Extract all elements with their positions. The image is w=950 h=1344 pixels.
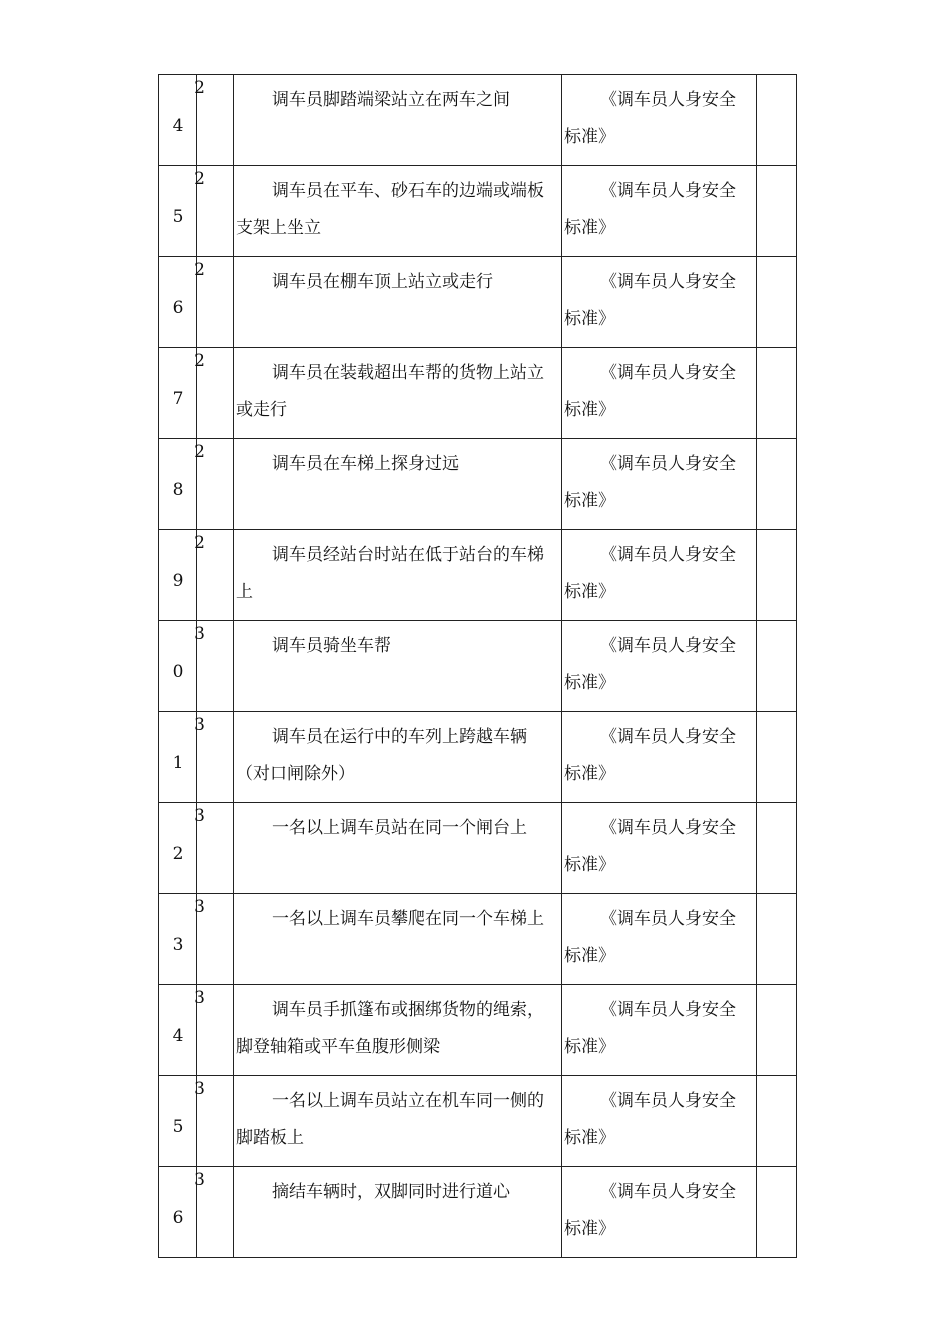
standard-reference-cell xyxy=(562,348,757,438)
violation-description-cell xyxy=(234,712,562,802)
violation-description: 一名以上调车员站立在机车同一侧的脚踏板上 xyxy=(236,1091,544,1148)
table-row xyxy=(159,75,797,166)
table-row xyxy=(159,621,797,712)
table-row xyxy=(159,348,797,439)
row-number-cell xyxy=(159,621,197,711)
table-row xyxy=(159,894,797,985)
row-number-top: 2 xyxy=(194,352,205,370)
empty-cell xyxy=(757,985,797,1075)
row-number-split-cell xyxy=(194,257,234,347)
violation-description: 调车员脚踏端梁站立在两车之间 xyxy=(272,90,510,110)
standard-reference: 《调车员人身安全标准》 xyxy=(564,818,736,875)
violation-description: 一名以上调车员站在同一个闸台上 xyxy=(272,818,527,838)
standard-reference: 《调车员人身安全标准》 xyxy=(564,636,736,693)
table-row xyxy=(159,439,797,530)
row-number-bottom: 4 xyxy=(172,116,184,136)
violation-description-cell xyxy=(234,348,562,438)
table-row xyxy=(159,985,797,1076)
row-number-split-cell xyxy=(194,985,234,1075)
row-number-top: 2 xyxy=(194,443,205,461)
row-number-top: 3 xyxy=(194,989,205,1007)
violation-description-cell xyxy=(234,803,562,893)
row-number-split-cell xyxy=(194,621,234,711)
violation-description: 调车员在平车、砂石车的边端或端板支架上坐立 xyxy=(236,181,544,238)
row-number-bottom: 0 xyxy=(172,662,184,682)
row-number-cell xyxy=(159,1076,197,1166)
table-row xyxy=(159,1167,797,1258)
empty-cell xyxy=(757,348,797,438)
empty-cell xyxy=(757,439,797,529)
empty-cell xyxy=(757,530,797,620)
standard-reference-cell xyxy=(562,894,757,984)
row-number-split-cell xyxy=(194,1167,234,1257)
row-number-bottom: 8 xyxy=(172,480,184,500)
violation-description-cell xyxy=(234,75,562,165)
violation-description-cell xyxy=(234,530,562,620)
row-number-cell xyxy=(159,894,197,984)
row-number-bottom: 1 xyxy=(172,753,184,773)
row-number-split-cell xyxy=(194,894,234,984)
table-row xyxy=(159,1076,797,1167)
row-number-bottom: 6 xyxy=(172,1208,184,1228)
row-number-top: 3 xyxy=(194,1080,205,1098)
standard-reference-cell xyxy=(562,75,757,165)
standard-reference: 《调车员人身安全标准》 xyxy=(564,727,736,784)
row-number-bottom: 6 xyxy=(172,298,184,318)
standard-reference-cell xyxy=(562,712,757,802)
violation-description: 一名以上调车员攀爬在同一个车梯上 xyxy=(272,909,544,929)
violation-description-cell xyxy=(234,1076,562,1166)
standard-reference-cell xyxy=(562,985,757,1075)
empty-cell xyxy=(757,1167,797,1257)
empty-cell xyxy=(757,166,797,256)
violation-description: 调车员在装载超出车帮的货物上站立或走行 xyxy=(236,363,544,420)
violation-description: 调车员手抓篷布或捆绑货物的绳索，脚登轴箱或平车鱼腹形侧梁 xyxy=(236,1000,544,1057)
violation-description: 调车员在车梯上探身过远 xyxy=(272,454,459,474)
row-number-cell xyxy=(159,75,197,165)
row-number-top: 3 xyxy=(194,898,205,916)
standard-reference: 《调车员人身安全标准》 xyxy=(564,90,736,147)
table-row xyxy=(159,166,797,257)
row-number-cell xyxy=(159,985,197,1075)
row-number-bottom: 5 xyxy=(172,1117,184,1137)
empty-cell xyxy=(757,803,797,893)
row-number-top: 3 xyxy=(194,716,205,734)
violation-description-cell xyxy=(234,985,562,1075)
row-number-top: 2 xyxy=(194,534,205,552)
table-row xyxy=(159,712,797,803)
standard-reference-cell xyxy=(562,1167,757,1257)
row-number-cell xyxy=(159,803,197,893)
violation-description-cell xyxy=(234,621,562,711)
standard-reference: 《调车员人身安全标准》 xyxy=(564,1000,736,1057)
violation-description: 调车员骑坐车帮 xyxy=(272,636,391,656)
row-number-cell xyxy=(159,257,197,347)
standard-reference-cell xyxy=(562,257,757,347)
row-number-bottom: 4 xyxy=(172,1026,184,1046)
violation-description: 调车员在运行中的车列上跨越车辆（对口闸除外） xyxy=(236,727,527,784)
row-number-cell xyxy=(159,348,197,438)
violation-description-cell xyxy=(234,166,562,256)
row-number-bottom: 7 xyxy=(172,389,184,409)
row-number-split-cell xyxy=(194,530,234,620)
standard-reference: 《调车员人身安全标准》 xyxy=(564,545,736,602)
row-number-split-cell xyxy=(194,166,234,256)
row-number-bottom: 3 xyxy=(172,935,184,955)
row-number-cell xyxy=(159,712,197,802)
table-row xyxy=(159,257,797,348)
row-number-top: 3 xyxy=(194,807,205,825)
empty-cell xyxy=(757,1076,797,1166)
violation-description: 摘结车辆时，双脚同时进行道心 xyxy=(272,1182,510,1202)
standard-reference-cell xyxy=(562,1076,757,1166)
row-number-cell xyxy=(159,439,197,529)
row-number-split-cell xyxy=(194,712,234,802)
empty-cell xyxy=(757,75,797,165)
standard-reference: 《调车员人身安全标准》 xyxy=(564,1091,736,1148)
row-number-split-cell xyxy=(194,803,234,893)
standard-reference-cell xyxy=(562,439,757,529)
row-number-split-cell xyxy=(194,439,234,529)
standard-reference: 《调车员人身安全标准》 xyxy=(564,454,736,511)
row-number-split-cell xyxy=(194,75,234,165)
violation-description: 调车员在棚车顶上站立或走行 xyxy=(272,272,493,292)
row-number-top: 2 xyxy=(194,261,205,279)
table-row xyxy=(159,803,797,894)
safety-rules-table xyxy=(158,74,797,1258)
row-number-split-cell xyxy=(194,348,234,438)
standard-reference: 《调车员人身安全标准》 xyxy=(564,363,736,420)
standard-reference-cell xyxy=(562,621,757,711)
row-number-cell xyxy=(159,166,197,256)
row-number-cell xyxy=(159,530,197,620)
empty-cell xyxy=(757,257,797,347)
standard-reference-cell xyxy=(562,803,757,893)
standard-reference: 《调车员人身安全标准》 xyxy=(564,909,736,966)
row-number-top: 2 xyxy=(194,170,205,188)
empty-cell xyxy=(757,894,797,984)
row-number-split-cell xyxy=(194,1076,234,1166)
standard-reference: 《调车员人身安全标准》 xyxy=(564,1182,736,1239)
violation-description-cell xyxy=(234,257,562,347)
row-number-cell xyxy=(159,1167,197,1257)
standard-reference-cell xyxy=(562,530,757,620)
table-row xyxy=(159,530,797,621)
row-number-top: 2 xyxy=(194,79,205,97)
violation-description-cell xyxy=(234,1167,562,1257)
standard-reference: 《调车员人身安全标准》 xyxy=(564,272,736,329)
empty-cell xyxy=(757,621,797,711)
row-number-bottom: 5 xyxy=(172,207,184,227)
violation-description-cell xyxy=(234,439,562,529)
violation-description: 调车员经站台时站在低于站台的车梯上 xyxy=(236,545,544,602)
standard-reference: 《调车员人身安全标准》 xyxy=(564,181,736,238)
row-number-bottom: 9 xyxy=(172,571,184,591)
row-number-bottom: 2 xyxy=(172,844,184,864)
violation-description-cell xyxy=(234,894,562,984)
standard-reference-cell xyxy=(562,166,757,256)
row-number-top: 3 xyxy=(194,625,205,643)
empty-cell xyxy=(757,712,797,802)
row-number-top: 3 xyxy=(194,1171,205,1189)
